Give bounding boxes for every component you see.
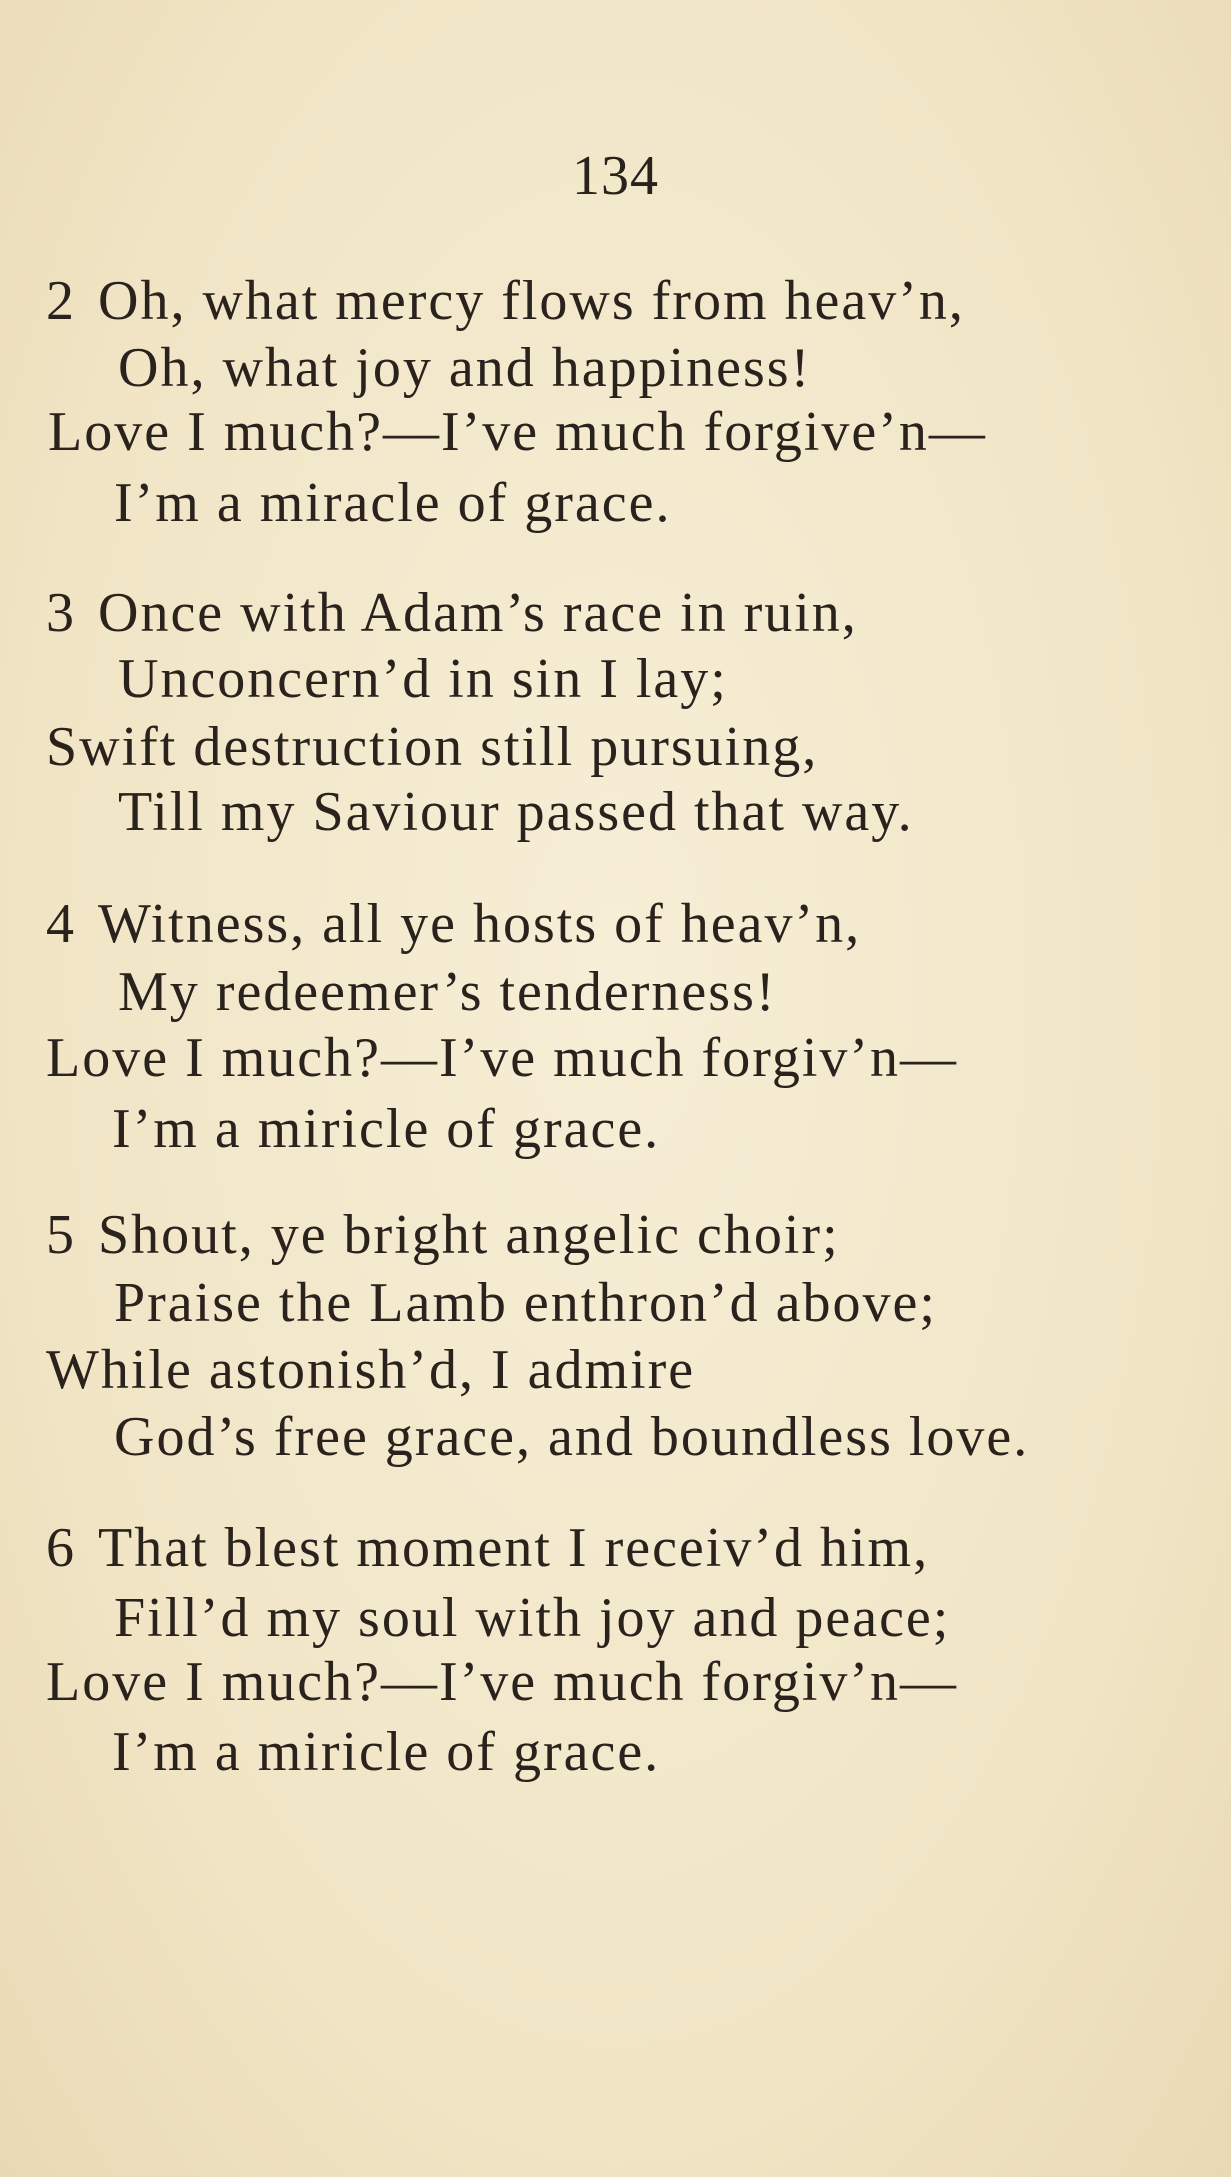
- verse-line-text: Witness, all ye hosts of heav’n,: [98, 893, 862, 955]
- verse-line: I’m a miracle of grace.: [114, 472, 672, 534]
- verse-line-text: That blest moment I receiv’d him,: [98, 1517, 930, 1579]
- verse-line: [46, 893, 862, 955]
- verse-line: While astonish’d, I admire: [46, 1339, 696, 1401]
- verse-line: Till my Saviour passed that way.: [118, 781, 914, 843]
- verse-line: Swift destruction still pursuing,: [46, 716, 819, 778]
- verse-line: [46, 582, 858, 644]
- verse-number: 3: [46, 582, 76, 644]
- page-number: 134: [572, 145, 659, 207]
- verse-line: Oh, what joy and happiness!: [118, 337, 812, 399]
- verse-line-text: Once with Adam’s race in ruin,: [98, 582, 858, 644]
- verse-number: 2: [46, 270, 76, 332]
- verse-line: Love I much?—I’ve much forgiv’n—: [46, 1651, 959, 1713]
- verse-line: [46, 1517, 930, 1579]
- verse-line: I’m a miricle of grace.: [112, 1098, 661, 1160]
- verse-line: Fill’d my soul with joy and peace;: [114, 1587, 951, 1649]
- verse-line: Love I much?—I’ve much forgiv’n—: [46, 1027, 959, 1089]
- verse-number: 6: [46, 1517, 76, 1579]
- verse-line-text: Shout, ye bright angelic choir;: [98, 1204, 840, 1266]
- verse-line: God’s free grace, and boundless love.: [114, 1406, 1030, 1468]
- verse-line: [46, 270, 965, 332]
- verse-line: My redeemer’s tenderness!: [118, 961, 777, 1023]
- verse-number: 5: [46, 1204, 76, 1266]
- verse-line-text: Oh, what mercy flows from heav’n,: [98, 270, 965, 332]
- verse-number: 4: [46, 893, 76, 955]
- verse-line: I’m a miricle of grace.: [112, 1721, 661, 1783]
- verse-line: Love I much?—I’ve much forgive’n—: [48, 401, 987, 463]
- verse-line: Praise the Lamb enthron’d above;: [114, 1272, 937, 1334]
- verse-line: Unconcern’d in sin I lay;: [118, 648, 728, 710]
- verse-line: [46, 1204, 840, 1266]
